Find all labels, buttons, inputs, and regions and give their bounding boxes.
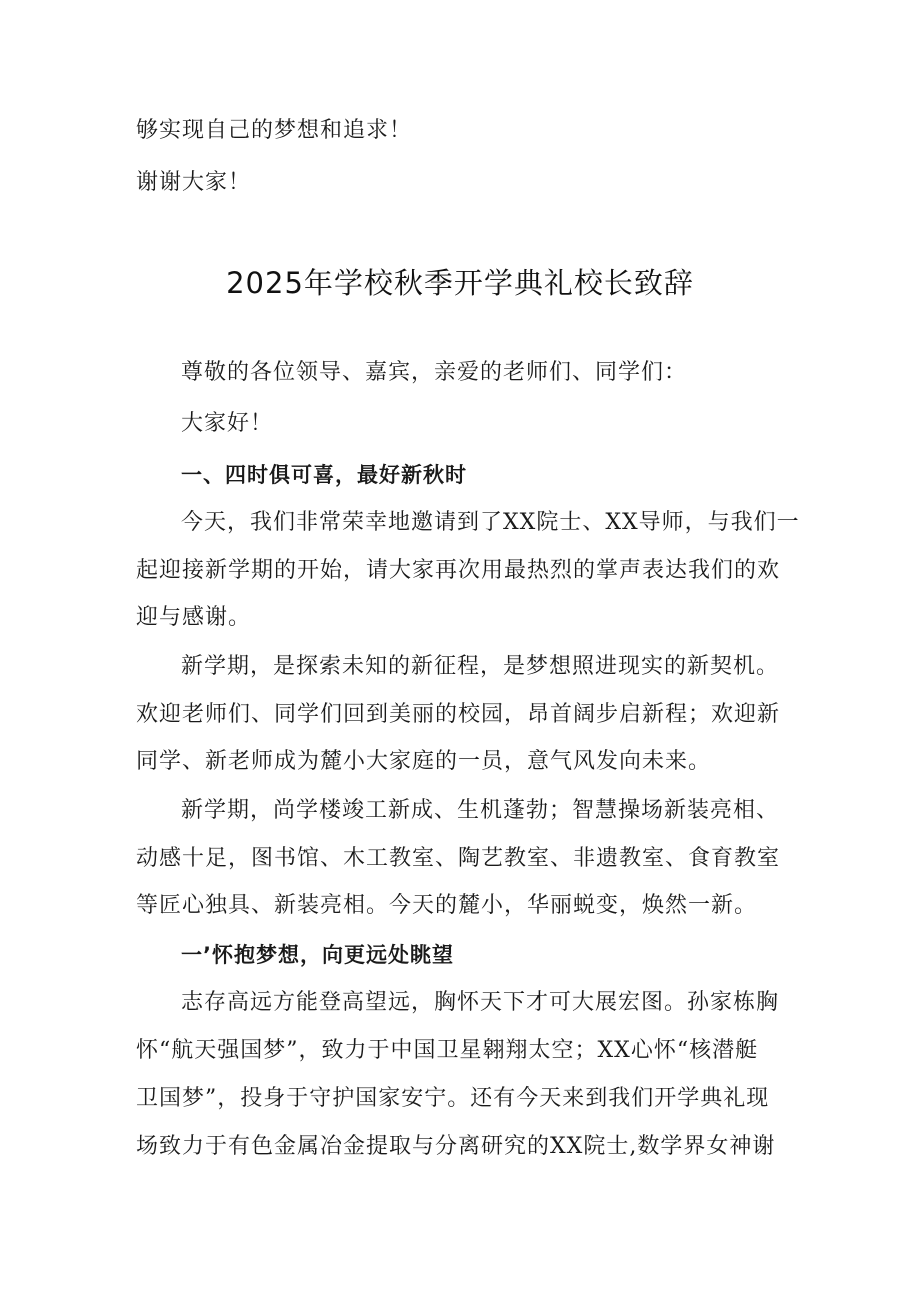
speech-title: 2025年学校秋季开学典礼校长致辞 xyxy=(226,266,694,300)
paragraph-4-line-2: 怀“航天强国梦”，致力于中国卫星翱翔太空；XX心怀“核潜艇 xyxy=(136,1038,759,1063)
paragraph-4-line-3: 卫国梦”，投身于守护国家安宁。还有今天来到我们开学典礼现 xyxy=(136,1086,770,1111)
hello-line: 大家好！ xyxy=(181,411,274,436)
paragraph-1-line-1: 今天，我们非常荣幸地邀请到了XX院士、XX导师，与我们一 xyxy=(181,510,800,535)
paragraph-3-line-3: 等匠心独具、新装亮相。今天的麓小，华丽蜕变，焕然一新。 xyxy=(136,893,758,918)
previous-speech-thanks: 谢谢大家！ xyxy=(136,170,252,195)
paragraph-2-line-3: 同学、新老师成为麓小大家庭的一员，意气风发向未来。 xyxy=(136,749,712,774)
greeting: 尊敬的各位领导、嘉宾，亲爱的老师们、同学们： xyxy=(181,360,688,385)
paragraph-4-line-1: 志存高远方能登高望远，胸怀天下才可大展宏图。孙家栋胸 xyxy=(181,990,780,1015)
paragraph-1-line-2: 起迎接新学期的开始，请大家再次用最热烈的掌声表达我们的欢 xyxy=(136,558,781,583)
section-heading-1: 一、四时俱可喜，最好新秋时 xyxy=(181,463,467,487)
paragraph-3-line-2: 动感十足，图书馆、木工教室、陶艺教室、非遗教室、食育教室 xyxy=(136,846,781,871)
paragraph-3-line-1: 新学期，尚学楼竣工新成、生机蓬勃；智慧操场新装亮相、 xyxy=(181,798,780,823)
paragraph-2-line-2: 欢迎老师们、同学们回到美丽的校园，昂首阔步启新程；欢迎新 xyxy=(136,702,781,727)
paragraph-2-line-1: 新学期，是探索未知的新征程，是梦想照进现实的新契机。 xyxy=(181,654,780,679)
paragraph-4-line-4: 场致力于有色金属冶金提取与分离研究的XX院士,数学界女神谢 xyxy=(136,1134,776,1159)
section-heading-2: 一’怀抱梦想，向更远处眺望 xyxy=(181,943,454,967)
previous-speech-closing-line: 够实现自己的梦想和追求！ xyxy=(136,118,413,143)
paragraph-1-line-3: 迎与感谢。 xyxy=(136,605,252,630)
